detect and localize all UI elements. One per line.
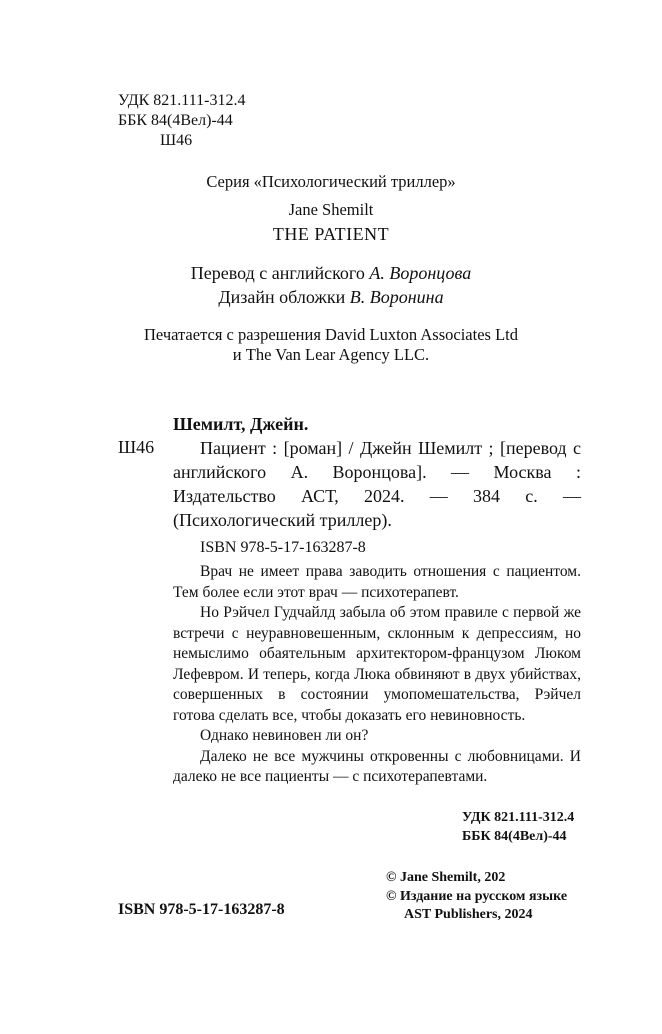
classification-codes (118, 91, 245, 151)
original-title: THE PATIENT (272, 224, 390, 244)
annotation-paragraph: Однако невиновен ли он? (200, 727, 369, 744)
bibliographic-record (173, 412, 581, 560)
permission-line-2: и The Van Lear Agency LLC. (232, 345, 430, 364)
author-sign: Ш46 (160, 132, 193, 149)
permission-notice (0, 325, 662, 365)
permission-line-1: Печатается с разрешения David Luxton Associates Ltd (144, 325, 518, 344)
copyright-block (386, 869, 567, 925)
udk-box-code: УДК 821.111-312.4 (462, 810, 575, 825)
design-label: Дизайн обложки (218, 287, 346, 307)
design-credit (0, 285, 662, 309)
bibliographic-isbn: ISBN 978-5-17-163287-8 (200, 539, 366, 556)
annotation-paragraph: Врач не имеет права заводить отношения с пациентом. Тем более если этот врач — психотерапевт. (173, 563, 581, 601)
copyright-line: © Издание на русском языке (386, 888, 568, 904)
bibliographic-sign: Ш46 (118, 437, 155, 457)
bibliographic-heading: Шемилт, Джейн. (173, 414, 309, 434)
annotation-paragraph: Далеко не все мужчины откровенны с любовницами. И далеко не все пациенты — с психотерапевтами. (173, 747, 581, 785)
translation-label: Перевод с английского (190, 263, 365, 283)
designer-name: В. Воронина (349, 287, 444, 307)
series-title: Серия «Психологический триллер» (206, 172, 456, 191)
translator-name: А. Воронцова (369, 263, 472, 283)
udk-code: УДК 821.111-312.4 (118, 92, 246, 109)
translation-credit (0, 261, 662, 285)
annotation (173, 562, 581, 788)
copyright-line: AST Publishers, 2024 (404, 907, 533, 922)
copyright-line: © Jane Shemilt, 202 (386, 870, 506, 885)
isbn-footer: ISBN 978-5-17-163287-8 (118, 901, 285, 918)
udk-bbk-box (462, 808, 574, 846)
bbk-code: ББК 84(4Вел)-44 (118, 112, 233, 129)
bbk-box-code: ББК 84(4Вел)-44 (462, 829, 567, 844)
credits-block (0, 261, 662, 309)
original-author: Jane Shemilt (288, 200, 374, 219)
annotation-paragraph: Но Рэйчел Гудчайлд забыла об этом правиле с первой же встречи с неуравновешенным, склонным к депрессиям, но немыслимо обаятельным архитектором-французом Люком Лефевром. И теперь, когда Люка обвиняют в двух убийствах, совершенных в состоянии умопомешательства, Рэйчел готова сделать все, чтобы доказать его невиновность. (173, 604, 581, 724)
bibliographic-entry: Пациент : [роман] / Джейн Шемилт ; [перевод с английского А. Воронцова]. — Москва : Издательство АСТ, 2024. — 384 с. — (Психологический триллер). (173, 438, 581, 530)
